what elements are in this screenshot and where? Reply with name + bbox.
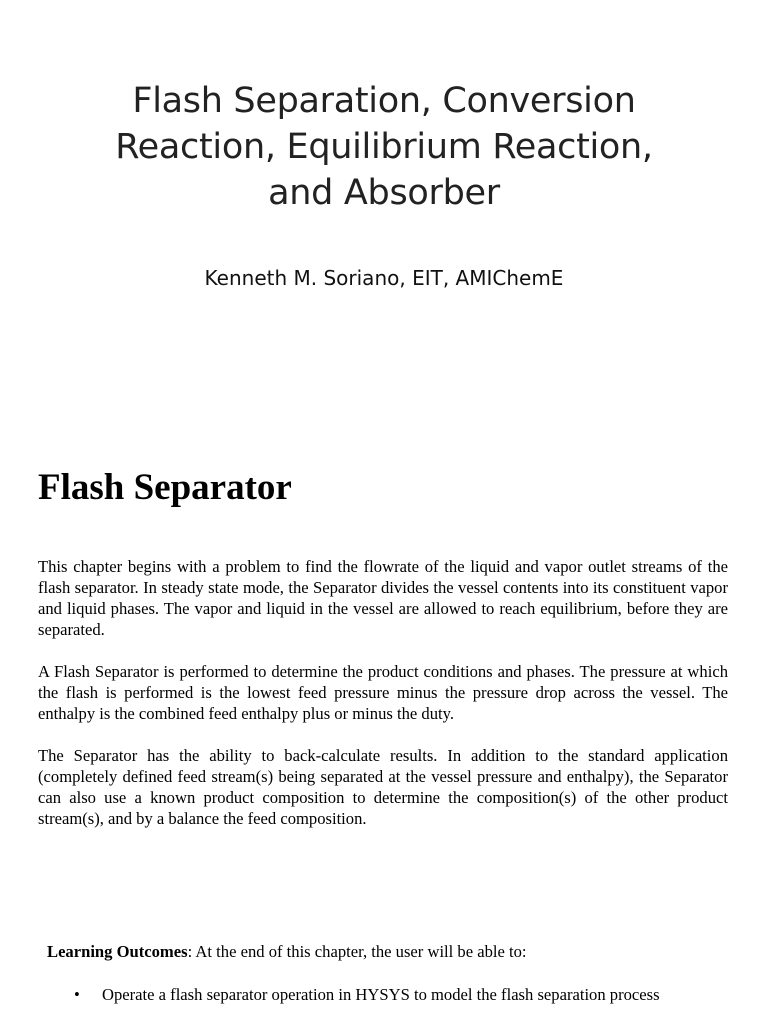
outcomes-list bbox=[74, 984, 660, 1005]
paragraph-back-calculation: The Separator has the ability to back-calculate results. In addition to the standard application (completely defined feed stream(s) being separated at the vessel pressure and enthalpy), the Separator can also use a known product composition to determine the composition(s) of the other product stream(s), and by a balance the feed composition. bbox=[38, 746, 728, 828]
bullet-icon: • bbox=[74, 985, 80, 1004]
list-item bbox=[74, 984, 660, 1005]
paragraph-flash-definition: A Flash Separator is performed to determine the product conditions and phases. The pressure at which the flash is performed is the lowest feed pressure minus the pressure drop across the vessel. The enthalpy is the combined feed enthalpy plus or minus the duty. bbox=[38, 662, 728, 723]
learning-outcomes bbox=[47, 941, 527, 962]
title-line-2: Reaction, Equilibrium Reaction, bbox=[115, 127, 653, 167]
learning-outcomes-label: Learning Outcomes bbox=[47, 942, 188, 961]
author-line: Kenneth M. Soriano, EIT, AMIChemE bbox=[204, 266, 564, 290]
learning-outcomes-intro: : At the end of this chapter, the user will be able to: bbox=[187, 942, 527, 961]
paragraph-intro: This chapter begins with a problem to find the flowrate of the liquid and vapor outlet streams of the flash separator. In steady state mode, the Separator divides the vessel contents into its constituent vapor and liquid phases. The vapor and liquid in the vessel are allowed to reach equilibrium, before they are separated. bbox=[38, 557, 728, 639]
list-item-text: Operate a flash separator operation in HYSYS to model the flash separation process bbox=[102, 985, 660, 1004]
title-line-1: Flash Separation, Conversion bbox=[132, 81, 636, 121]
document-title bbox=[0, 78, 768, 216]
title-line-3: and Absorber bbox=[268, 173, 500, 213]
section-heading: Flash Separator bbox=[38, 467, 292, 508]
